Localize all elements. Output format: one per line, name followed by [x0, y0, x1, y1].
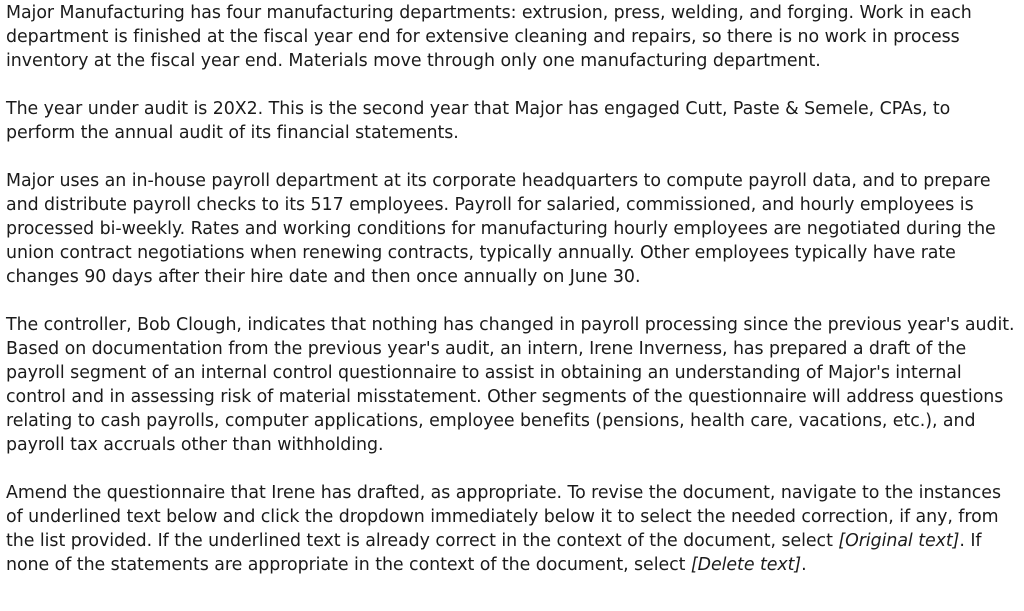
paragraph-instructions — [6, 481, 1018, 577]
paragraph-company-background: Major Manufacturing has four manufacturing departments: extrusion, press, welding, and forging. Work in each department is finished at the fiscal year end for extensive cleaning and repairs, so there is no work in process inventory at the fiscal year end. Materials move through only one manufacturing department. — [6, 3, 972, 71]
paragraph-controller-statement: The controller, Bob Clough, indicates that nothing has changed in payroll processing since the previous year's audit. Based on documentation from the previous year's audit, an intern, Irene Inverness, has prepared a draft of the payroll segment of an internal control questionnaire to assist in obtaining an understanding of Major's internal control and in assessing risk of material misstatement. Other segments of the questionnaire will address questions relating to cash payrolls, computer applications, employee benefits (pensions, health care, vacations, etc.), and payroll tax accruals other than withholding. — [6, 315, 1015, 455]
paragraph-audit-year: The year under audit is 20X2. This is the second year that Major has engaged Cutt, Paste & Semele, CPAs, to perform the annual audit of its financial statements. — [6, 99, 951, 143]
paragraph-payroll-department: Major uses an in-house payroll department at its corporate headquarters to compute payroll data, and to prepare and distribute payroll checks to its 517 employees. Payroll for salaried, commissioned, and hourly employees is processed bi-weekly. Rates and working conditions for manufacturing hourly employees are negotiated during the union contract negotiations when renewing contracts, typically annually. Other employees typically have rate changes 90 days after their hire date and then once annually on June 30. — [6, 171, 996, 287]
instructions-text-1: Amend the questionnaire that Irene has drafted, as appropriate. To revise the document, navigate to the instances of underlined text below and click the dropdown immediately below it to select the needed correction, if any, from the list provided. If the underlined text is already correct in the context of the document, select — [6, 483, 1001, 551]
instructions-text-2: . If none of the statements are appropriate in the context of the document, select — [6, 531, 982, 575]
original-text-option: [Original text] — [838, 531, 960, 551]
instructions-text-3: . — [801, 555, 807, 575]
delete-text-option: [Delete text] — [690, 555, 802, 575]
